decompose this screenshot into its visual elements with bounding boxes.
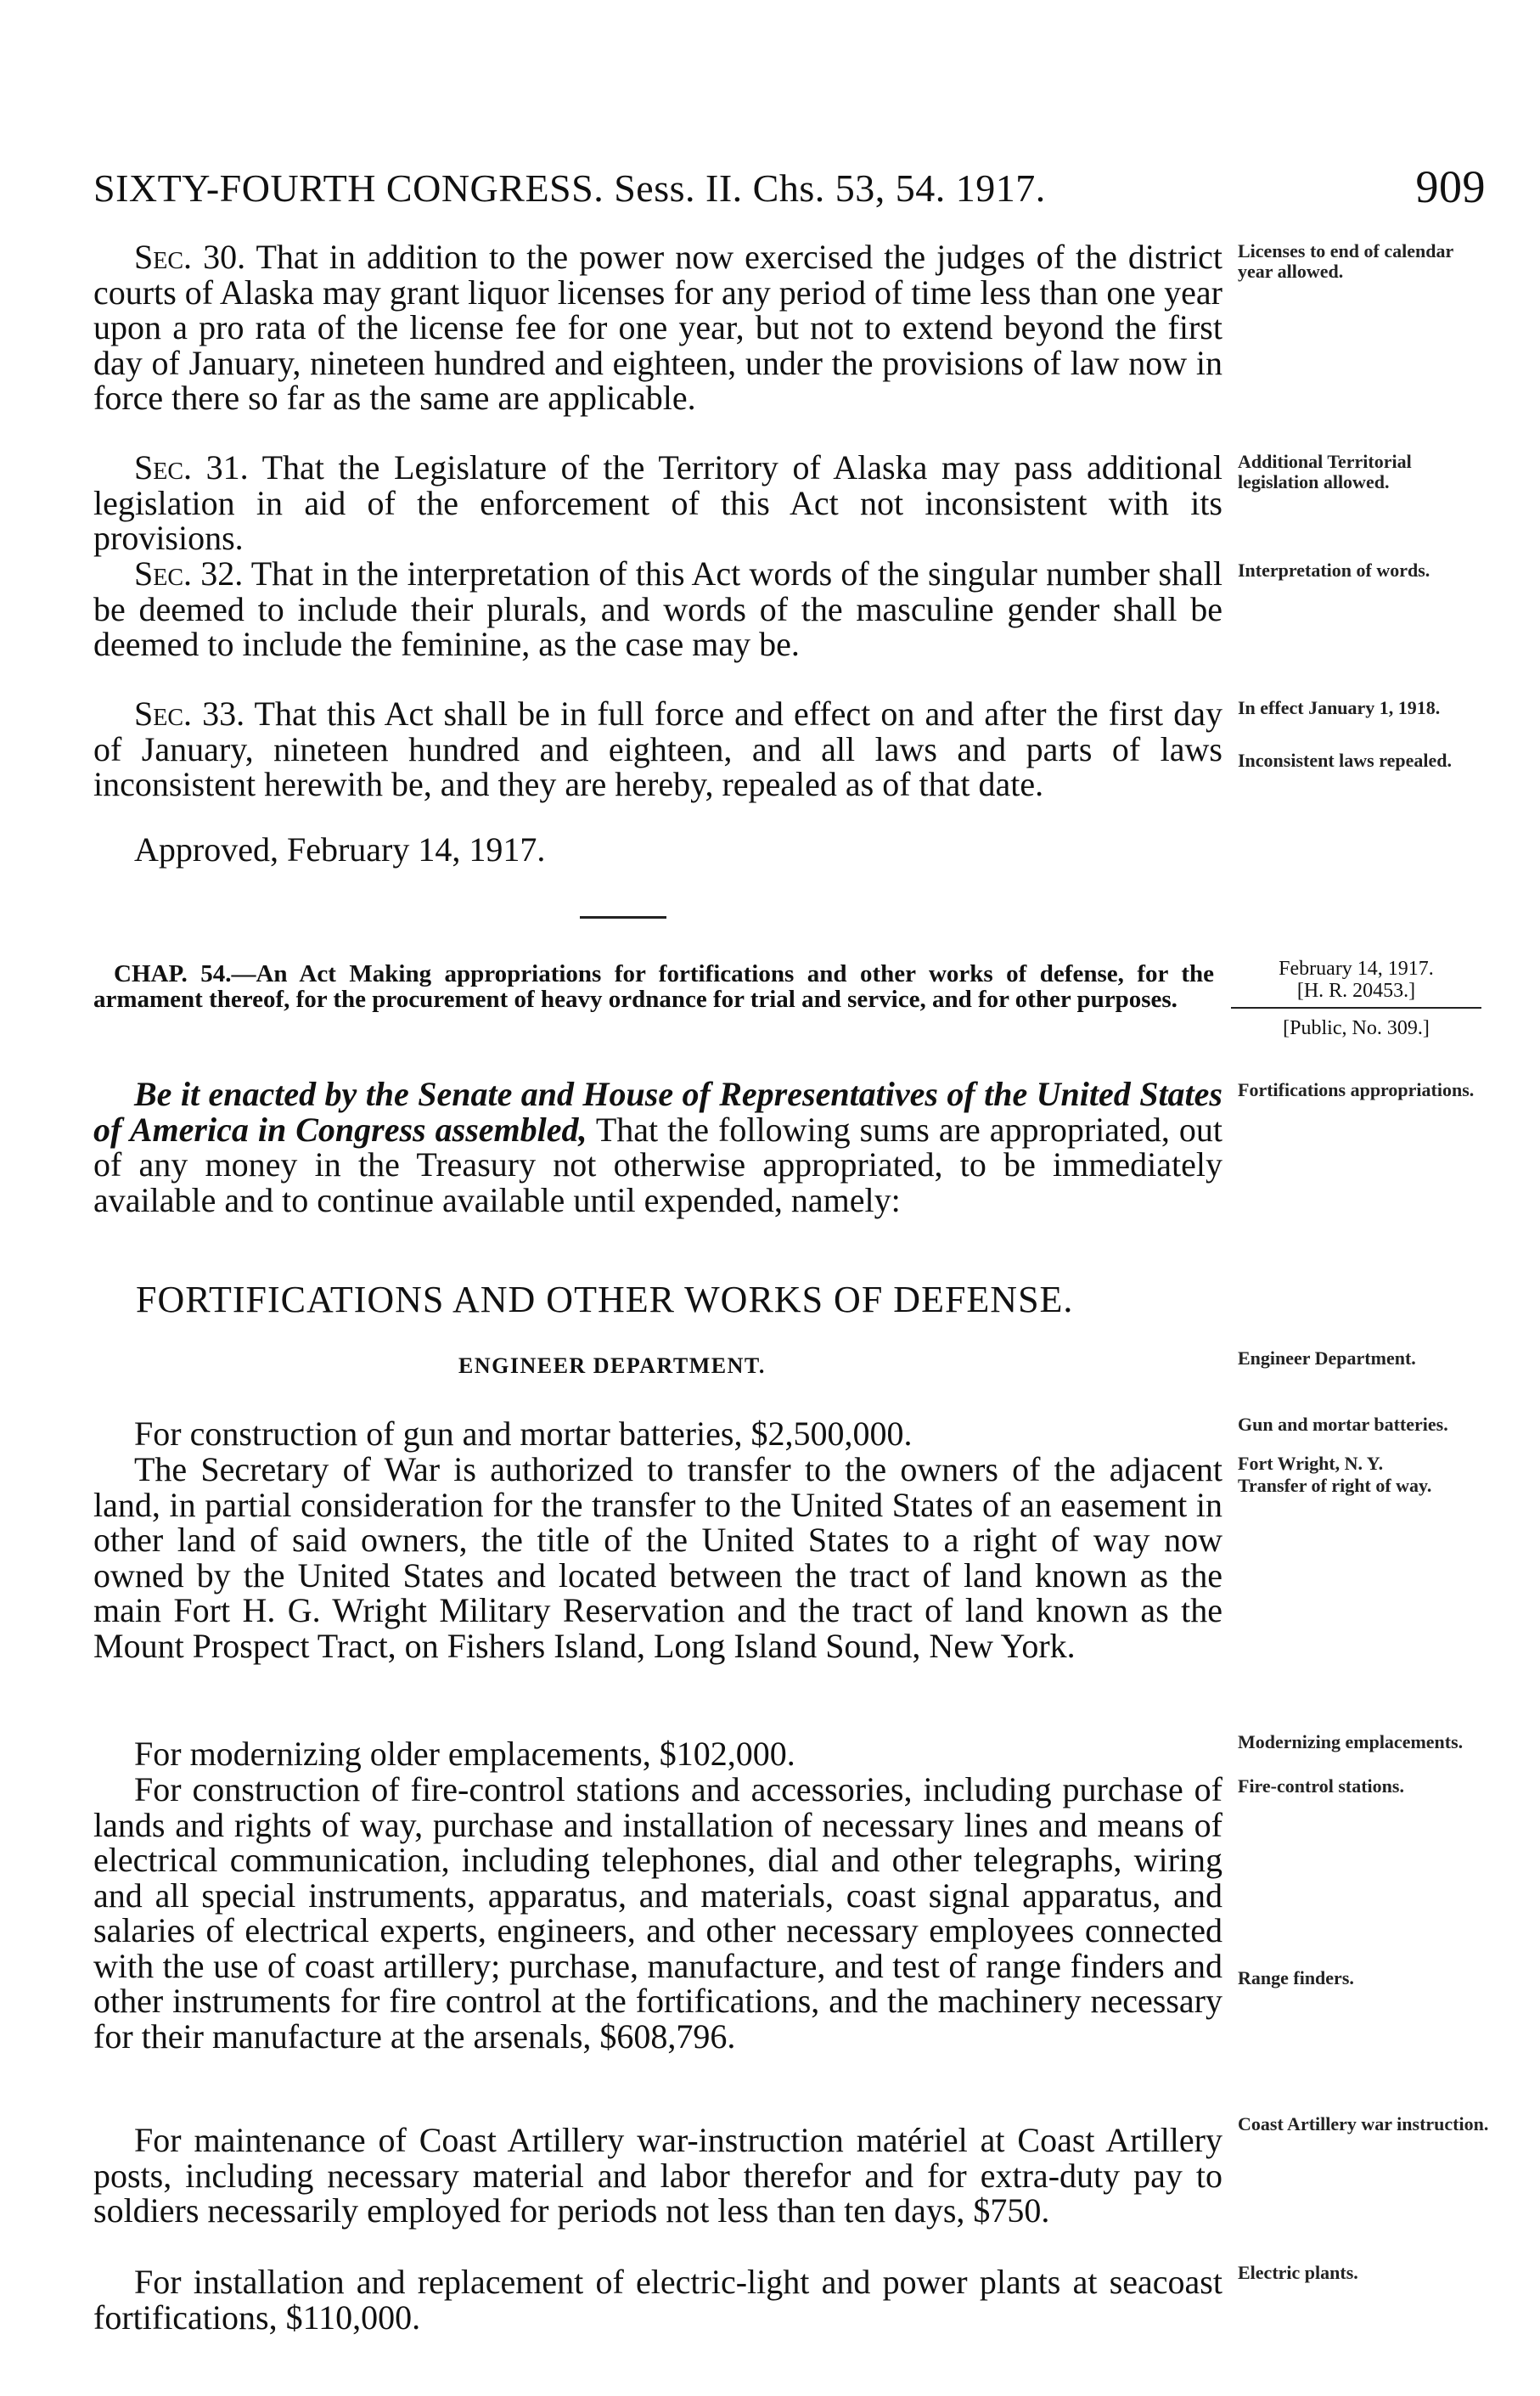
margin-note-engineer: Engineer Department.: [1238, 1347, 1416, 1369]
margin-note-interpretation: Interpretation of words.: [1238, 560, 1430, 581]
approved-line: Approved, February 14, 1917.: [134, 830, 546, 869]
margin-note-coast-artillery: Coast Artillery war instruction.: [1238, 2113, 1489, 2134]
item-fire-control: For construction of fire-control stations and accessories, including purchase of lands and rights of way, purchase and installation of necessary lines and means of electrical communication, including telephones, dial and other telegraphs, wiring and all special instruments, apparatus, and materials, coast signal apparatus, and salaries of electrical experts, engineers, and other necessary employees connected with the use of coast artillery; purchase, manufacture, and test of range finders and other instruments for fire control at the fortifications, and the machinery necessary for their manufacture at the arsenals, $608,796.: [93, 1770, 1222, 2056]
section-label: Sec. 32.: [134, 554, 244, 593]
section-text: That this Act shall be in full force and effect on and after the first day of January, nineteen hundred and eighteen, and all laws and parts of laws inconsistent herewith be, and they are hereby, repealed as of that date.: [93, 695, 1222, 803]
margin-note-fortifications: Fortifications appropriations.: [1238, 1079, 1475, 1100]
section-33: [93, 696, 1222, 802]
margin-note-gun-batteries: Gun and mortar batteries.: [1238, 1414, 1448, 1435]
section-label: Sec. 31.: [134, 448, 249, 487]
section-subtitle: ENGINEER DEPARTMENT.: [458, 1353, 766, 1378]
margin-note-inconsistent: Inconsistent laws repealed.: [1238, 750, 1452, 771]
section-text: That the Legislature of the Territory of Alaska may pass additional legislation in aid of the enforcement of this Act not inconsistent with its provisions.: [93, 448, 1222, 557]
item-modernizing: For modernizing older emplacements, $102,000.: [134, 1735, 795, 1773]
margin-note-electric: Electric plants.: [1238, 2262, 1358, 2283]
header-title: SIXTY-FOURTH CONGRESS. Sess. II. Chs. 53, 54. 1917.: [93, 166, 1046, 210]
running-header: [93, 161, 1486, 217]
section-30: [93, 239, 1222, 416]
section-32: [93, 556, 1222, 662]
margin-note-in-effect: In effect January 1, 1918.: [1238, 697, 1441, 718]
chapter-date: February 14, 1917.: [1279, 958, 1434, 980]
item-transfer: The Secretary of War is authorized to transfer to the owners of the adjacent land, in partial consideration for the transfer to the United States of an easement in other land of said owners, the title of the United States to a right of way now owned by the United States and located between the tract of land known as the main Fort H. G. Wright Military Reservation and the tract of land known as the Mount Prospect Tract, on Fishers Island, Long Island Sound, New York.: [93, 1450, 1222, 1665]
section-divider: [580, 916, 666, 919]
item-coast-artillery: For maintenance of Coast Artillery war-instruction matériel at Coast Artillery posts, including necessary material and labor therefor and for extra-duty pay to soldiers necessarily employed for periods not less than ten days, $750.: [93, 2121, 1222, 2230]
chapter-title: —An Act Making appropriations for fortifications and other works of defense, for the armament thereof, for the procurement of heavy ordnance for trial and service, and for other purposes.: [93, 960, 1214, 1013]
margin-note-modernizing: Modernizing emplacements.: [1238, 1731, 1464, 1752]
section-text: That in addition to the power now exercised the judges of the district courts of Alaska may grant liquor licenses for any period of time less than one year upon a pro rata of the license fee for one year, but not to extend beyond the first day of January, nineteen hundred and eighteen, under the provisions of law now in force there so far as the same are applicable.: [93, 238, 1223, 417]
margin-note-fort-wright: Fort Wright, N. Y.: [1238, 1453, 1384, 1474]
section-title: FORTIFICATIONS AND OTHER WORKS OF DEFENSE.: [136, 1279, 1074, 1320]
item-electric-plants: For installation and replacement of electric-light and power plants at seacoast fortifications, $110,000.: [93, 2263, 1222, 2337]
margin-note-fire-control: Fire-control stations.: [1238, 1775, 1404, 1797]
section-text: That in the interpretation of this Act words of the singular number shall be deemed to include their plurals, and words of the masculine gender shall be deemed to include the feminine, as the case may be.: [93, 554, 1222, 663]
chapter-public-law: [Public, No. 309.]: [1283, 1017, 1430, 1039]
section-label: Sec. 33.: [134, 695, 245, 733]
margin-note-transfer: Transfer of right of way.: [1238, 1475, 1432, 1496]
item-gun-batteries: For construction of gun and mortar batteries, $2,500,000.: [134, 1415, 913, 1453]
chapter-sidebar: [1222, 958, 1490, 1039]
chapter-heading: [93, 961, 1214, 1012]
chapter-bill: [H. R. 20453.]: [1296, 980, 1416, 1002]
chapter-sidebar-rule: [1231, 1007, 1481, 1009]
section-31: [93, 450, 1222, 556]
enacting-clause: [93, 1077, 1222, 1218]
page-number: 909: [1415, 161, 1486, 212]
enacting-italic: Be it enacted by the Senate and House of Representatives of the United States of America in Congress assembled,: [93, 1075, 1222, 1149]
margin-note-range-finders: Range finders.: [1238, 1967, 1354, 1988]
chapter-label: CHAP. 54.: [114, 960, 232, 987]
enacting-text: That the following sums are appropriated, out of any money in the Treasury not otherwise appropriated, to be immediately available and to continue available until expended, namely:: [93, 1110, 1223, 1219]
margin-note-licenses: Licenses to end of calendar year allowed.: [1238, 240, 1453, 282]
section-label: Sec. 30.: [134, 238, 246, 276]
margin-note-territorial: Additional Territorial legislation allowed.: [1238, 451, 1412, 492]
